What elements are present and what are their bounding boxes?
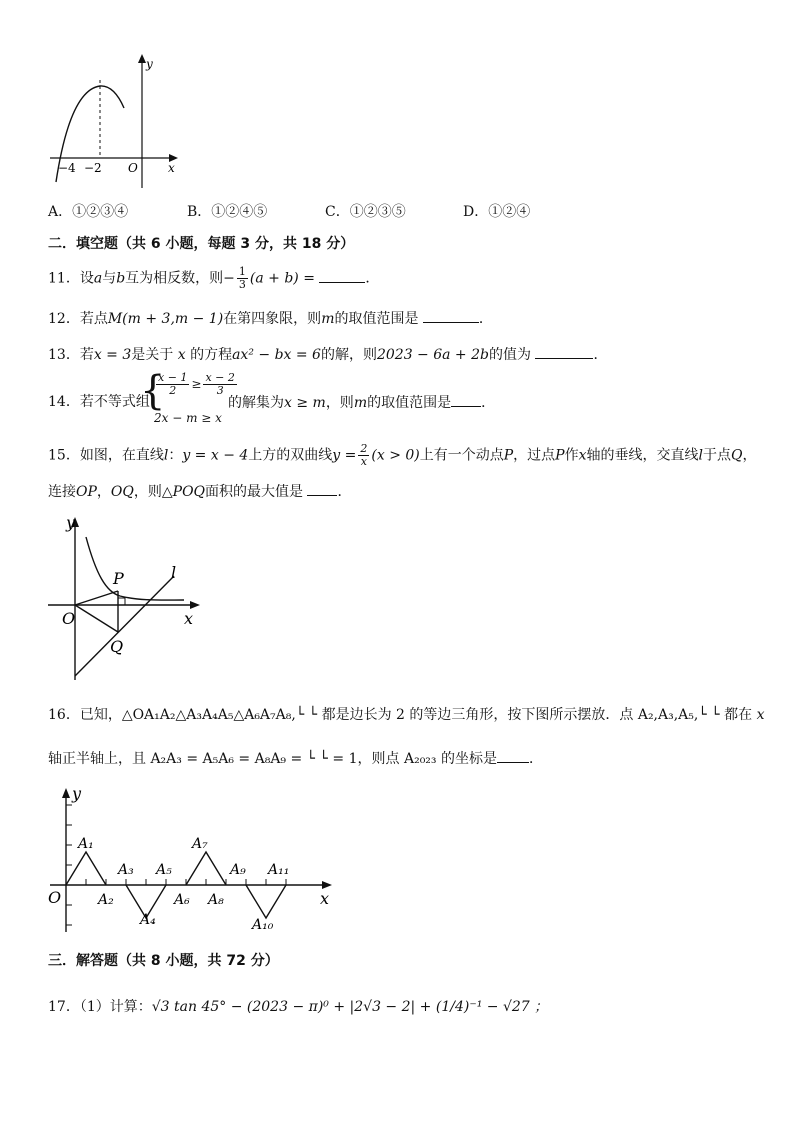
section-heading-answer: 三．解答题（共 8 小题，共 72 分）: [48, 953, 279, 969]
q15-text: 上方的双曲线: [248, 447, 333, 464]
q13-text: 的解，则: [320, 347, 377, 363]
system-line-2: 2x − m ≥ x: [154, 411, 222, 425]
denominator: 2: [169, 384, 177, 397]
var-a: a: [93, 270, 103, 287]
label-a8: A₈: [208, 892, 224, 908]
label-a4: A₄: [140, 912, 156, 928]
line-l-label: l: [171, 563, 177, 582]
y-axis-arrow: [62, 788, 70, 798]
point-m: M: [107, 311, 123, 327]
tick-label-m2: −2: [84, 161, 102, 175]
option-value: ①②④⑤: [211, 204, 268, 220]
x-label: x: [168, 161, 175, 175]
q13-text: 的值为: [488, 347, 531, 363]
q15-text: 轴的垂线，交直线: [586, 447, 699, 464]
var-p: P: [555, 447, 565, 464]
q12-text: 12．若点: [48, 311, 108, 327]
answer-blank[interactable]: [319, 268, 365, 283]
var-l: l: [698, 447, 703, 464]
q11-text: 与: [102, 270, 117, 287]
denominator: x: [360, 455, 367, 468]
answer-blank[interactable]: [451, 392, 481, 407]
question-15-line-1: [48, 443, 756, 468]
triangle-4: [246, 885, 286, 918]
expression: (a + b) =: [249, 270, 315, 287]
x-label: x: [184, 609, 194, 628]
label-a2: A₂: [98, 892, 114, 908]
minus-sign: −: [223, 270, 235, 287]
label-a1: A₁: [78, 836, 94, 852]
answer-blank[interactable]: [307, 481, 337, 496]
q15-text: 连接: [48, 484, 76, 500]
option-key: A．: [48, 204, 73, 220]
q15-figure: [44, 512, 214, 687]
equation: x = 3: [93, 347, 132, 363]
q13-text: 是关: [131, 347, 160, 363]
q14-text: 14．若不等式组: [48, 394, 150, 410]
segment-op: OP: [76, 484, 97, 500]
tick-label-m4: −4: [58, 161, 76, 175]
expression: √3 tan 45° − (2023 − π)⁰ + |2√3 − 2| + (1/4)⁻¹ − √27 ；: [151, 999, 549, 1015]
y-ticks: [66, 805, 72, 925]
origin-label: O: [128, 161, 138, 175]
label-a5: A₅: [156, 862, 172, 878]
q17-text: 17．（1）计算：: [48, 999, 152, 1015]
solution: x ≥ m: [284, 395, 326, 411]
fraction: [358, 443, 369, 468]
q14-text: 的解集为: [228, 395, 284, 411]
denominator: 3: [216, 384, 224, 397]
var-l: l: [163, 447, 169, 464]
q15-text: ，: [96, 484, 111, 500]
option-d[interactable]: [463, 201, 530, 221]
var-q: Q: [730, 447, 743, 464]
y-label: y: [146, 57, 153, 71]
denominator: 3: [238, 278, 246, 291]
y-axis-arrow: [138, 54, 146, 63]
numerator: x − 1: [158, 371, 188, 384]
right-angle-mark: [118, 598, 125, 605]
q10-figure: [44, 52, 184, 192]
var-b: b: [116, 270, 126, 287]
fraction: [237, 266, 248, 291]
question-17: [48, 997, 548, 1017]
q14-text: 的取值范围是: [367, 395, 452, 411]
q16-text: 16．已知，△OA₁A₂△A₃A₄A₅△A₆A₇A₈,└ └ 都是边长为 2 的等边三角形，按下图所示摆放．点 A₂,A₃,A₅,└ └ 都在: [48, 707, 753, 723]
equation: ax² − bx = 6: [232, 347, 321, 363]
answer-blank[interactable]: [497, 748, 529, 763]
q13-text: 13．若: [48, 347, 94, 363]
line-equation: y = x − 4: [182, 447, 249, 464]
segment-oq: [75, 605, 118, 632]
point-q-label: Q: [110, 637, 124, 656]
ge-sign: ≥: [191, 377, 202, 391]
question-13: 13．若x = 3是关于 x 的方程ax² − bx = 6的解，则2023 − 6a + 2b的值为 ．: [48, 344, 607, 365]
y-label: y: [72, 784, 82, 803]
q15-text: ，则△: [133, 484, 173, 500]
option-key: D．: [463, 204, 489, 220]
answer-blank[interactable]: [423, 308, 479, 323]
answer-blank[interactable]: [535, 344, 593, 359]
var-m: m: [321, 311, 335, 327]
option-key: B．: [187, 204, 212, 220]
var-x: x: [177, 347, 186, 363]
option-key: C．: [325, 204, 350, 220]
origin-label: O: [48, 888, 62, 907]
option-c[interactable]: [325, 201, 406, 221]
q15-text: 作: [564, 447, 579, 464]
expression: 2023 − 6a + 2b: [376, 347, 489, 363]
coords: (m + 3,m − 1): [122, 311, 224, 327]
q13-text: 的方程: [190, 347, 233, 363]
origin-label: O: [62, 609, 76, 628]
condition: (x > 0): [371, 447, 420, 464]
x-axis-arrow: [322, 881, 332, 889]
point-p-label: P: [113, 569, 124, 588]
var-x: x: [578, 447, 587, 464]
q15-text: 面积的最大值是: [205, 484, 304, 500]
question-15-line-2: 连接OP，OQ，则△POQ面积的最大值是 ．: [48, 481, 351, 502]
q11-text: 11．设: [48, 270, 94, 287]
question-11: 11．设a与b互为相反数，则− $\frac{1}{3}$ (a + b) = ．: [48, 265, 380, 291]
q11-text: 互为相反数，则: [125, 270, 224, 287]
label-a9: A₉: [230, 862, 246, 878]
var-p: P: [503, 447, 514, 464]
line-l: [75, 576, 174, 676]
q15-text: ：: [168, 447, 183, 464]
option-b[interactable]: [187, 201, 267, 221]
q12-text: 的取值范围是: [334, 311, 419, 327]
label-a11: A₁₁: [268, 862, 290, 878]
hyperbola-lhs: y =: [332, 447, 357, 464]
question-12: 12．若点M(m + 3,m − 1)在第四象限，则m的取值范围是 ．: [48, 308, 493, 329]
x-label: x: [320, 889, 330, 908]
q14-rest: 的解集为x ≥ m，则m的取值范围是 ．: [228, 392, 495, 413]
q16-text: 轴正半轴上，且 A₂A₃ = A₅A₆ = A₈A₉ = └ └ = 1，则点 A₂₀₂₃ 的坐标是: [48, 751, 497, 767]
numerator: 1: [238, 265, 246, 278]
x-axis-arrow: [190, 601, 200, 609]
label-a3: A₃: [118, 862, 134, 878]
label-a6: A₆: [174, 892, 190, 908]
option-a[interactable]: [48, 201, 128, 221]
var-m: m: [353, 395, 368, 411]
q16-figure: [44, 782, 344, 942]
label-a10: A₁₀: [252, 917, 274, 933]
q15-text: ，: [742, 447, 757, 464]
option-value: ①②④: [488, 204, 531, 220]
system-line-1: [154, 372, 239, 397]
triangle-poq: POQ: [172, 484, 206, 500]
option-value: ①②③④: [72, 204, 129, 220]
q15-text: 上有一个动点: [419, 447, 504, 464]
q15-text: ，过点: [513, 447, 556, 464]
segment-oq: OQ: [110, 484, 134, 500]
section-heading-fill-in: 二．填空题（共 6 小题，每题 3 分，共 18 分）: [48, 236, 355, 252]
option-value: ①②③⑤: [349, 204, 406, 220]
q15-text: 15．如图，在直线: [48, 447, 164, 464]
numerator: x − 2: [205, 371, 235, 384]
label-a7: A₇: [192, 836, 208, 852]
q12-text: 在第四象限，则: [223, 311, 322, 327]
q15-text: 于点: [702, 447, 731, 464]
numerator: 2: [360, 442, 368, 455]
segment-op: [75, 591, 118, 605]
question-16-line-1: [48, 705, 764, 725]
brace: {: [140, 368, 166, 414]
q14-text: ，则: [325, 395, 354, 411]
fraction: [156, 372, 189, 397]
hyperbola: [86, 537, 184, 600]
var-x: x: [756, 707, 765, 723]
y-label: y: [66, 513, 76, 532]
question-16-line-2: 轴正半轴上，且 A₂A₃ = A₅A₆ = A₈A₉ = └ └ = 1，则点 A₂₀₂₃ 的坐标是 ．: [48, 748, 543, 769]
